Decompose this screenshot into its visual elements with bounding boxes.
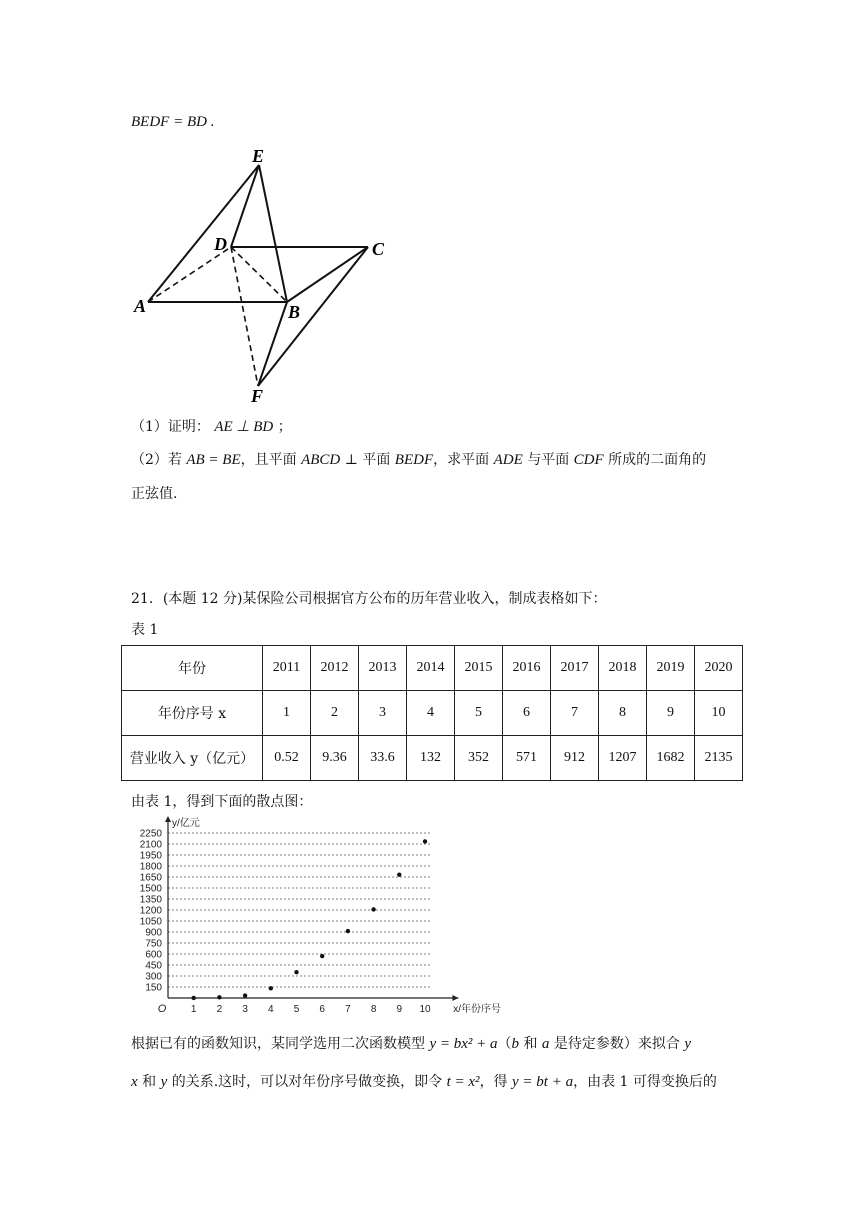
after-table-text: 由表 1，得到下面的散点图： — [131, 794, 313, 810]
edge-CB — [287, 247, 368, 302]
y-tick-label: 2250 — [139, 828, 162, 840]
table-cell: 2016 — [503, 646, 551, 691]
x-axis-arrow — [452, 995, 458, 1001]
x-tick-label: 9 — [396, 1004, 403, 1015]
continued-text-fragment: BEDF = BD . — [131, 114, 215, 130]
table-cell: 2135 — [695, 736, 743, 781]
table-cell: 912 — [551, 736, 599, 781]
data-point — [294, 970, 298, 974]
y-axis-label: y/亿元 — [172, 818, 200, 829]
x-tick-label: 4 — [268, 1004, 274, 1015]
y-tick-label: 300 — [145, 971, 162, 983]
y-tick-label: 150 — [145, 982, 162, 994]
label-C: C — [372, 239, 385, 259]
table-cell: 2020 — [695, 646, 743, 691]
data-point — [217, 995, 221, 999]
edge-CF — [258, 247, 368, 386]
table-cell: 2011 — [263, 646, 311, 691]
table-cell: 2 — [311, 691, 359, 736]
table-cell: 1207 — [599, 736, 647, 781]
table-cell: 5 — [455, 691, 503, 736]
revenue-table — [121, 645, 743, 781]
table-row-years — [122, 646, 743, 691]
paragraph-transform: x 和 y 的关系.这时，可以对年份序号做变换，即令 t = x²，得 y = bt + a，由表 1 可得变换后的 — [131, 1074, 717, 1090]
y-tick-label: 900 — [145, 927, 162, 939]
geometry-figure — [128, 140, 398, 410]
edge-DF-hidden — [231, 247, 258, 386]
question-1 — [131, 417, 292, 437]
x-tick-label: 6 — [319, 1004, 325, 1015]
table-cell: 2015 — [455, 646, 503, 691]
label-B: B — [288, 302, 301, 322]
paragraph-model: 根据已有的函数知识，某同学选用二次函数模型 y = bx² + a（b 和 a 是待定参数）来拟合 y — [131, 1036, 691, 1052]
table-cell: 2017 — [551, 646, 599, 691]
table-cell: 2013 — [359, 646, 407, 691]
x-tick-label: 8 — [370, 1004, 377, 1015]
table-cell: 132 — [407, 736, 455, 781]
label-A: A — [134, 296, 147, 316]
table-cell: 8 — [599, 691, 647, 736]
data-point — [243, 993, 247, 997]
x-tick-label: 2 — [216, 1004, 223, 1015]
y-tick-label: 1950 — [139, 850, 162, 862]
table-cell: 7 — [551, 691, 599, 736]
edge-DB-hidden — [231, 247, 287, 302]
table-cell: 2012 — [311, 646, 359, 691]
table-cell: 3 — [359, 691, 407, 736]
x-tick-label: 7 — [345, 1004, 351, 1015]
x-axis-label: x/年份序号 — [453, 1004, 502, 1015]
table-cell: 9.36 — [311, 736, 359, 781]
table-cell: 0.52 — [263, 736, 311, 781]
label-E: E — [252, 146, 265, 166]
y-tick-label: 750 — [145, 938, 162, 950]
edge-ED — [231, 165, 259, 247]
y-tick-label: 1500 — [139, 883, 162, 895]
label-D: D — [214, 234, 227, 254]
y-tick-label: 1800 — [139, 861, 162, 873]
table-cell: 352 — [455, 736, 503, 781]
data-point — [192, 996, 196, 1000]
table-cell: 2019 — [647, 646, 695, 691]
table-cell: 33.6 — [359, 736, 407, 781]
label-F: F — [251, 386, 264, 406]
table-cell: 9 — [647, 691, 695, 736]
y-tick-label: 1350 — [139, 894, 162, 906]
table-header-revenue: 营业收入 y（亿元） — [122, 736, 263, 781]
edge-BF — [258, 302, 287, 386]
data-point — [320, 954, 324, 958]
table-cell: 6 — [503, 691, 551, 736]
table-cell: 1682 — [647, 736, 695, 781]
edge-AE — [148, 165, 259, 302]
table-cell: 1 — [263, 691, 311, 736]
y-tick-label: 1200 — [139, 905, 162, 917]
x-tick-label: 3 — [242, 1004, 248, 1015]
problem-21-intro: 21．(本题 12 分)某保险公司根据官方公布的历年营业收入，制成表格如下： — [131, 591, 607, 607]
table-cell: 10 — [695, 691, 743, 736]
data-point — [346, 929, 350, 933]
table-cell: 571 — [503, 736, 551, 781]
table-row-revenue — [122, 736, 743, 781]
q1-suffix: ； — [277, 419, 292, 435]
x-tick-label: 1 — [190, 1004, 197, 1015]
data-point — [397, 872, 401, 876]
y-tick-label: 2100 — [139, 839, 162, 851]
origin-label: O — [157, 1003, 167, 1015]
x-tick-label: 10 — [419, 1004, 431, 1015]
y-tick-label: 1650 — [139, 872, 162, 884]
y-tick-label: 450 — [145, 960, 162, 972]
y-axis-arrow — [165, 816, 171, 822]
q1-expression: AE ⊥ BD — [214, 419, 274, 435]
data-point — [371, 907, 375, 911]
table-header-index: 年份序号 x — [122, 691, 263, 736]
q1-prefix: （1）证明： — [131, 419, 210, 435]
table-cell: 4 — [407, 691, 455, 736]
question-2: （2）若 AB = BE，且平面 ABCD ⊥ 平面 BEDF，求平面 ADE 与平面 CDF 所成的二面角的 — [131, 452, 707, 468]
question-2-continued: 正弦值. — [131, 486, 178, 502]
y-tick-label: 600 — [145, 949, 162, 961]
table-row-index — [122, 691, 743, 736]
table-header-year: 年份 — [122, 646, 263, 691]
scatter-chart — [128, 812, 508, 1022]
table-cell: 2014 — [407, 646, 455, 691]
edge-AD-hidden — [148, 247, 231, 302]
table-cell: 2018 — [599, 646, 647, 691]
edge-EB — [259, 165, 287, 302]
table-caption: 表 1 — [131, 622, 159, 638]
data-point — [423, 839, 427, 843]
data-point — [269, 986, 273, 990]
x-tick-label: 5 — [293, 1004, 300, 1015]
y-tick-label: 1050 — [139, 916, 162, 928]
